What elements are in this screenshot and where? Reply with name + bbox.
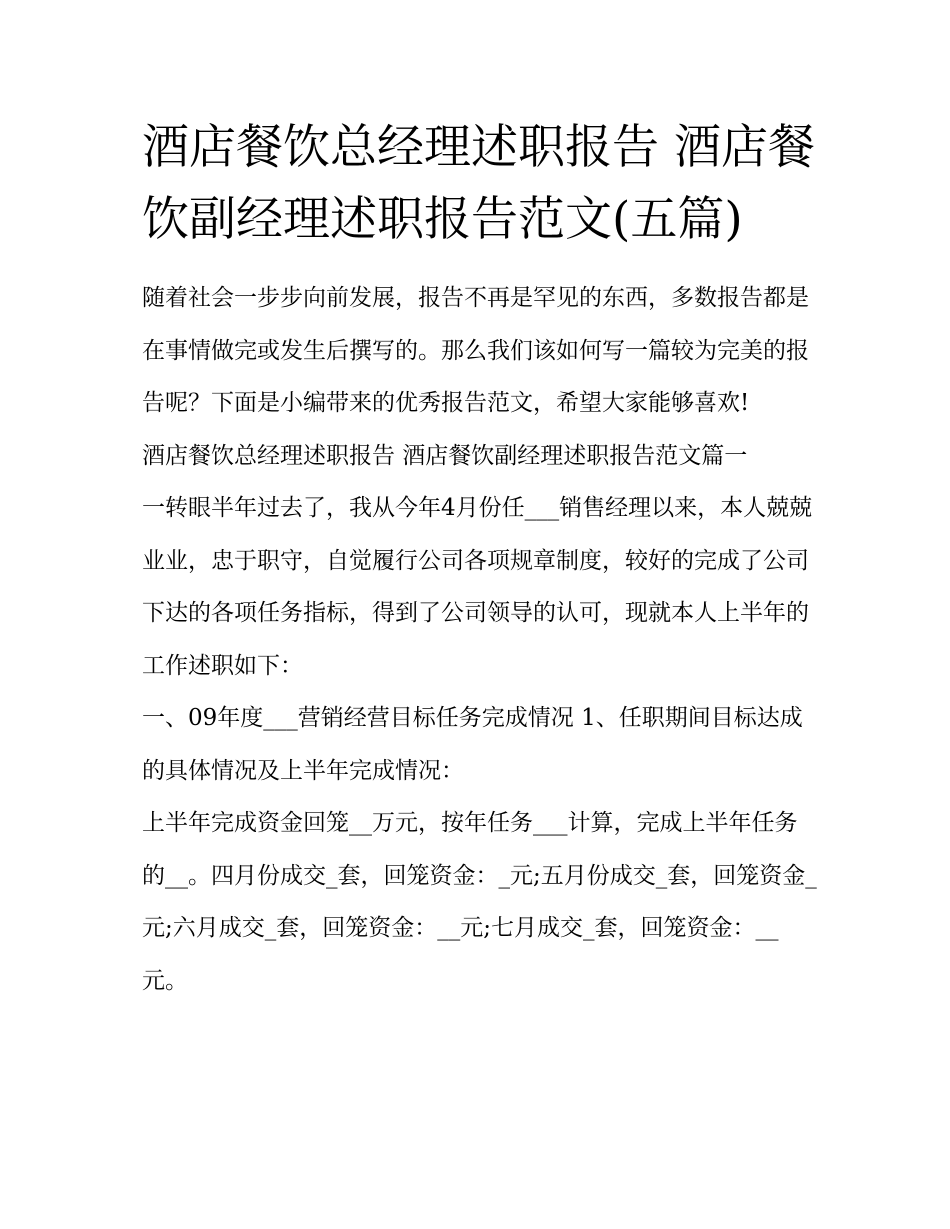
document-title: 酒店餐饮总经理述职报告 酒店餐饮副经理述职报告范文(五篇) bbox=[142, 120, 815, 247]
section-heading: 酒店餐饮总经理述职报告 酒店餐饮副经理述职报告范文篇一 bbox=[142, 442, 748, 469]
intro-paragraph: 随着社会一步步向前发展，报告不再是罕见的东西，多数报告都是在事情做完或发生后撰写的。那么我们该如何写一篇较为完美的报告呢？下面是小编带来的优秀报告范文，希望大家能够喜欢! bbox=[142, 285, 809, 416]
body-paragraph: 一转眼半年过去了，我从今年4月份任___销售经理以来，本人兢兢业业，忠于职守，自觉履行公司各项规章制度，较好的完成了公司下达的各项任务指标，得到了公司领导的认可，现就本人上半年的工作述职如下： bbox=[142, 495, 813, 679]
document-body bbox=[142, 112, 818, 1007]
body-paragraph: 一、09年度___营销经营目标任务完成情况 1、任职期间目标达成的具体情况及上半年完成情况： bbox=[142, 705, 803, 784]
body-paragraph: 上半年完成资金回笼__万元，按年任务___计算，完成上半年任务的__。四月份成交_套，回笼资金：_元;五月份成交_套，回笼资金_元;六月成交_套，回笼资金：__元;七月成交_套，回笼资金：__元。 bbox=[142, 810, 817, 994]
